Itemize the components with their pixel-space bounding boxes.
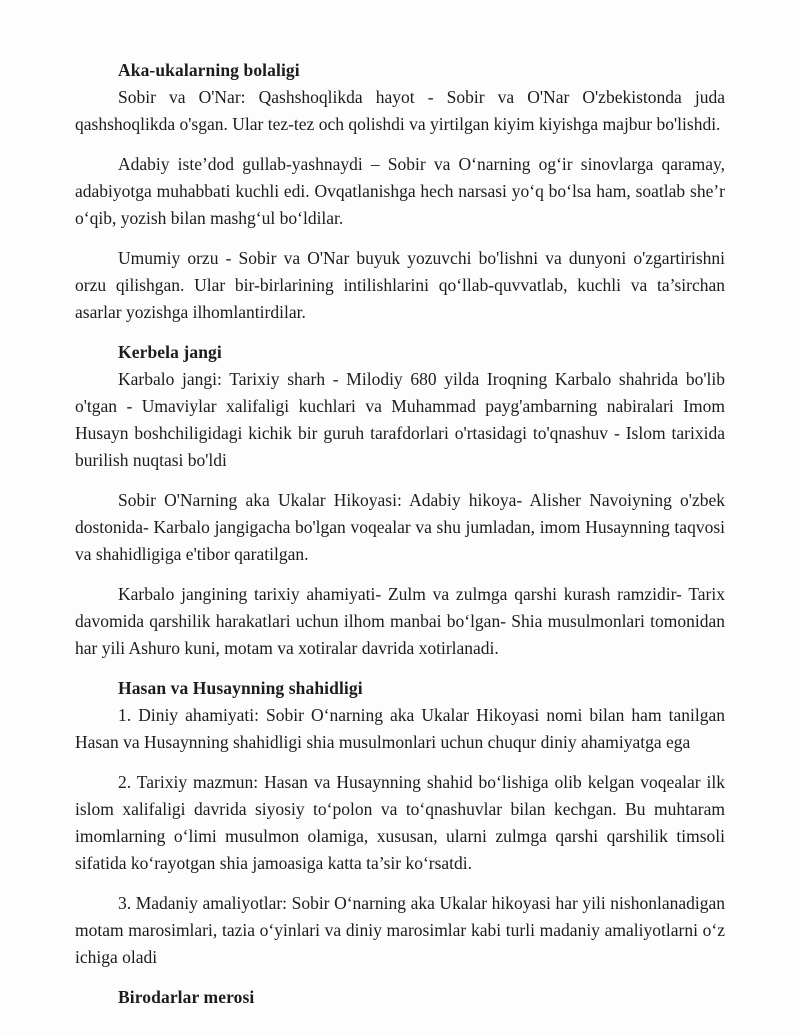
paragraph: Sobir O'Narning aka Ukalar Hikoyasi: Adabiy hikoya- Alisher Navoiyning o'zbek dostonida- Karbalo jangigacha bo'lgan voqealar va shu jumladan, imom Husaynning taqvosi va shahidligiga e'tibor qaratilgan. — [75, 490, 725, 564]
section-birodarlar-merosi — [75, 984, 725, 1011]
section-heading: Aka-ukalarning bolaligi — [118, 60, 300, 80]
paragraph: Adabiy iste’dod gullab-yashnaydi – Sobir va Oʻnarning ogʻir sinovlarga qaramay, adabiyotga muhabbati kuchli edi. Ovqatlanishga hech narsasi yoʻq boʻlsa ham, soatlab she’r oʻqib, yozish bilan mashgʻul boʻldilar. — [75, 154, 725, 228]
section-heading: Kerbela jangi — [118, 342, 222, 362]
paragraph: 1. Diniy ahamiyati: Sobir Oʻnarning aka Ukalar Hikoyasi nomi bilan ham tanilgan Hasan va Husaynning shahidligi shia musulmonlari uchun chuqur diniy ahamiyatga ega — [75, 705, 725, 752]
section-kerbela-jangi — [75, 339, 725, 662]
paragraph: Karbalo jangining tarixiy ahamiyati- Zulm va zulmga qarshi kurash ramzidir- Tarix davomida qarshilik harakatlari uchun ilhom manbai boʻlgan- Shia musulmonlari tomonidan har yili Ashuro kuni, motam va xotiralar davrida xotirlanadi. — [75, 584, 725, 658]
paragraph: 3. Madaniy amaliyotlar: Sobir Oʻnarning aka Ukalar hikoyasi har yili nishonlanadigan motam marosimlari, tazia oʻyinlari va diniy marosimlar kabi turli madaniy amaliyotlarni oʻz ichiga oladi — [75, 893, 725, 967]
section-heading: Hasan va Husaynning shahidligi — [118, 678, 363, 698]
section-aka-ukalarning-bolaligi — [75, 57, 725, 326]
section-heading: Birodarlar merosi — [118, 987, 255, 1007]
paragraph: Karbalo jangi: Tarixiy sharh - Milodiy 680 yilda Iroqning Karbalo shahrida bo'lib o'tgan - Umaviylar xalifaligi kuchlari va Muhammad payg'ambarning nabiralari Imom Husayn boshchiligidagi kichik bir guruh tarafdorlari o'rtasidagi to'qnashuv - Islom tarixida burilish nuqtasi bo'ldi — [75, 369, 725, 470]
paragraph: Umumiy orzu - Sobir va O'Nar buyuk yozuvchi bo'lishni va dunyoni o'zgartirishni orzu qilishgan. Ular bir-birlarining intilishlarini qoʻllab-quvvatlab, kuchli va ta’sirchan asarlar yozishga ilhomlantirdilar. — [75, 248, 725, 322]
paragraph: Sobir va O'Nar: Qashshoqlikda hayot - Sobir va O'Nar O'zbekistonda juda qashshoqlikda o'sgan. Ular tez-tez och qolishdi va yirtilgan kiyim kiyishga majbur bo'lishdi. — [75, 87, 725, 134]
section-hasan-va-husaynning-shahidligi — [75, 675, 725, 971]
paragraph: 2. Tarixiy mazmun: Hasan va Husaynning shahid boʻlishiga olib kelgan voqealar ilk islom xalifaligi davrida siyosiy toʻpolon va toʻqnashuvlar bilan kechgan. Bu muhtaram imomlarning oʻlimi musulmon olamiga, xususan, ularni zulmga qarshi qarshilik timsoli sifatida koʻrayotgan shia jamoasiga katta ta’sir koʻrsatdi. — [75, 772, 725, 873]
